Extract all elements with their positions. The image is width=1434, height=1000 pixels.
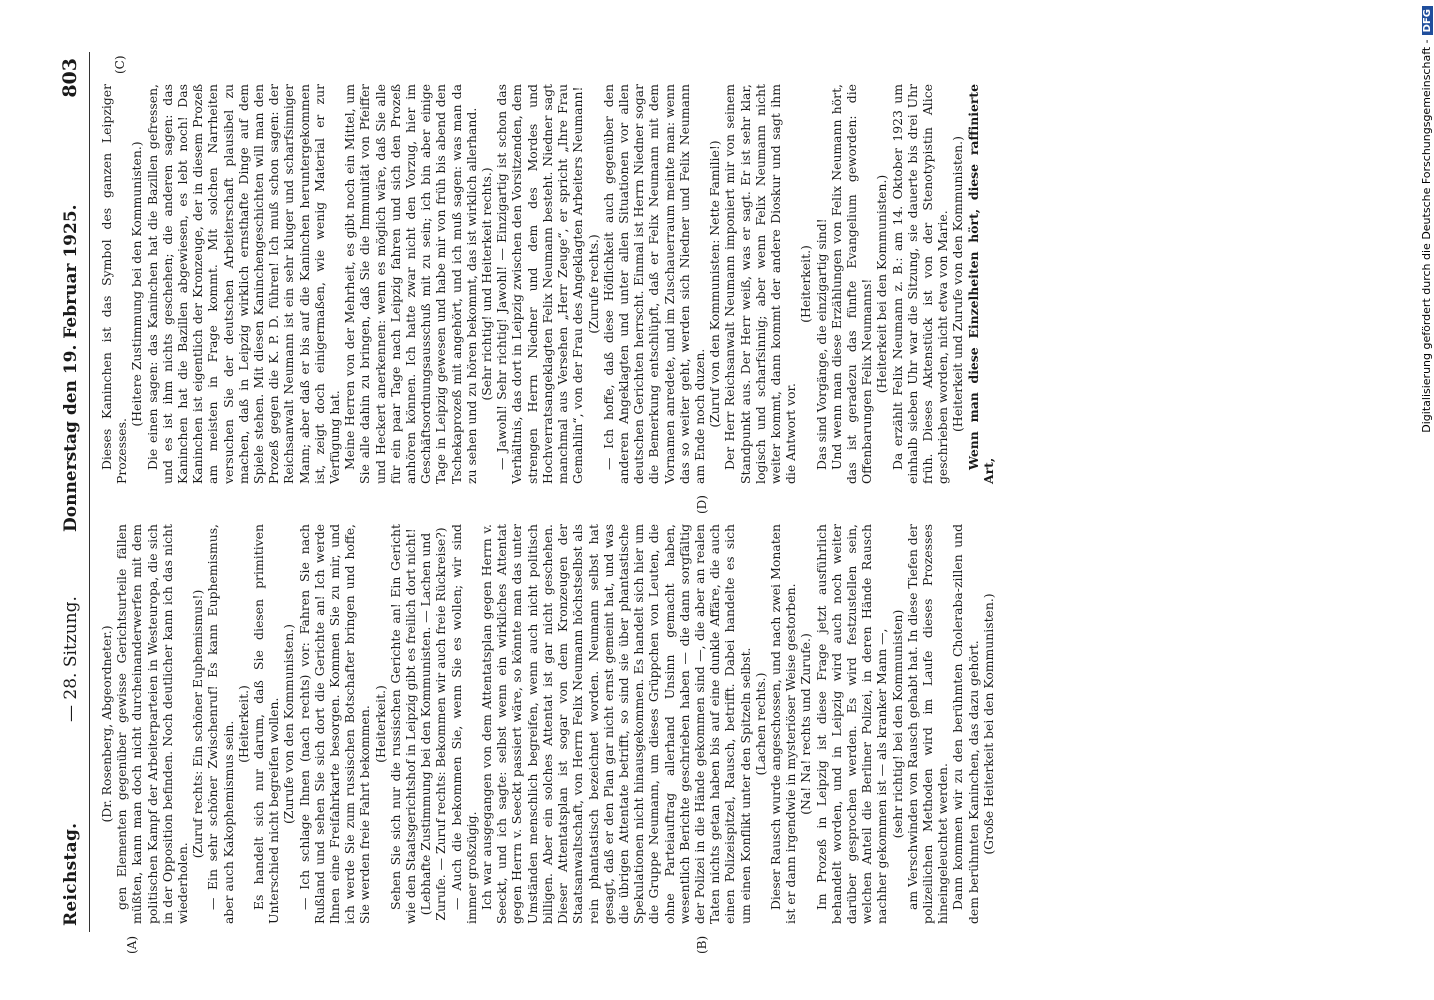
paragraph: Es handelt sich nur darum, daß Sie diesen primitiven Unterschied nicht begreifen wollen. — [251, 524, 282, 924]
paragraph: — Ich schlage Ihnen (nach rechts) vor: Fahren Sie nach Rußland und sehen Sie sich dort die Gerichte an! Ich werde Ihnen eine Freifahrkarte besorgen. Kommen Sie zu mir, und ich werde Sie zum russischen Botschafter bringen und hoffe, Sie werden freie Fahrt bekommen. — [296, 524, 373, 924]
paragraph: Wenn man diese Einzelheiten hört, diese raffinierte Art, — [965, 84, 996, 484]
interjection: (Heitere Zustimmung bei den Kommunisten.) — [129, 141, 145, 427]
interjection: (Heiterkeit und Zurufe von den Kommunisten.) — [950, 136, 966, 432]
paragraph: — Auch die bekommen Sie, wenn Sie es wollen; wir sind immer großzügig. — [448, 524, 479, 924]
interjection: (Zurufe rechts.) — [585, 234, 601, 334]
paragraph: Sehen Sie sich nur die russischen Gerichte an! Ein Gericht wie den Staatsgerichtshof in Leipzig gibt es freilich dort nicht! — [387, 524, 419, 924]
paragraph: gen Elementen gegenüber gewisse Gerichtsurteile fällen müßten, kann man doch nicht durcheinanderwerfen mit dem politischen Kampf der Arbeiterparteien in Westeuropa, die sich in der Opposition befinden. Noch deutlicher kann ich das nicht wiederholen. — [114, 524, 191, 924]
page-header — [55, 52, 90, 932]
paragraph: Dieser Rausch wurde angeschossen, und nach zwei Monaten ist er dann irgendwie in mysteriöser Weise gestorben. — [767, 524, 799, 924]
interjection: (Lebhafte Zustimmung bei den Kommunisten. — Lachen und Zurufe. — Zuruf rechts: Bekommen wir auch freie Rückreise?) — [418, 527, 449, 921]
interjection: (Lachen rechts.) — [752, 672, 768, 776]
interjection: (Heiterkeit bei den Kommunisten.) — [874, 174, 890, 394]
paragraph: am Verschwinden von Rausch gehabt hat. In diese Tiefen der polizeilichen Methoden wird im Laufe dieses Prozesses hineingeleuchtet werden. — [904, 524, 951, 924]
header-reichstag: Reichstag. — [61, 822, 81, 926]
interjection: (Na! Na! rechts und Zurufe.) — [798, 633, 814, 815]
interjection: (Zuruf rechts: Ein schöner Euphemismus!) — [190, 589, 206, 859]
interjection: (sehr richtig! bei den Kommunisten) — [889, 609, 905, 839]
interjection: (Sehr richtig! und Heiterkeit rechts.) — [479, 167, 495, 401]
paragraph: — Ein sehr schöner Zwischenruf! Es kann Euphemismus, aber auch Kakophemismus sein. — [205, 524, 236, 924]
scanned-page — [55, 52, 1305, 954]
page-number: 803 — [59, 58, 81, 98]
paragraph: Die einen sagen: das Kaninchen hat die Bazillen gefressen, und es ist ihm nichts geschehen; die anderen sagen: das Kaninchen hat die Bazillen abgewiesen, es lebt noch! Das Kaninchen ist eigentlich der Kronzeuge, der in diesem Prozeß am meisten in Frage kommt. Mit solchen Narrheiten versuchen Sie der deutschen Arbeiterschaft plausibel zu machen, daß in Leipzig wirklich ernsthafte Dinge auf dem Spiele stehen. Mit diesen Kaninchengeschichten will man den Prozeß gegen die K. P. D. führen! Ich muß schon sagen: der Reichsanwalt Neumann ist ein sehr kluger und scharfsinniger Mann; aber daß er bis auf die Kaninchen heruntergekommen ist, zeigt doch einigermaßen, wie wenig Material er zur Verfügung hat. — [144, 84, 343, 484]
paragraph: Und wenn man diese Erzählungen von Felix Neumann hört, das ist geradezu das fünfte Evangelium geworden: die Offenbarungen Felix Neumanns! — [828, 84, 875, 484]
margin-mark-d: (D) — [695, 495, 709, 514]
paragraph: Dann kommen wir zu den berühmten Choleraba-zillen und dem berühmten Kaninchen, das dazu gehört. — [950, 524, 981, 924]
text-column-right — [99, 84, 996, 484]
dfg-credit-text: Digitalisierung gefördert durch die Deutsche Forschungsgemeinschaft - — [1420, 39, 1433, 433]
paragraph: Dieses Kaninchen ist das Symbol des ganzen Leipziger Prozesses. — [99, 84, 130, 484]
interjection: (Heiterkeit.) — [798, 245, 814, 323]
dfg-sidebar — [1418, 6, 1434, 696]
paragraph: — Jawohl! Sehr richtig! Jawohl! — Einzigartig ist schon das Verhältnis, das dort in Leipzig zwischen den Vorsitzenden, dem strengen Herrn Niedner und dem des Mordes und Hochverratsangeklagten Felix Neumann besteht. Niedner sagt manchmal aus Versehen „Herr Zeuge“, er spricht „Ihre Frau Gemahlin“, von der Frau des Angeklagten Arbeiters Neumann! — [494, 84, 586, 484]
paragraph: Im Prozeß in Leipzig ist diese Frage jetzt ausführlich behandelt worden, und in Leipzig wird auch noch weiter darüber gesprochen werden. Es wird festzustellen sein, welchen Anteil die Berliner Polizei, in deren Hände Rausch nachher gekommen ist — als kranker Mann —, — [813, 524, 890, 924]
paragraph: Da erzählt Felix Neumann z. B.: am 14. Oktober 1923 um einhalb sieben Uhr war die Sitzung, sie dauerte bis drei Uhr früh. Dieses Aktenstück ist von der Stenotypistin Alice geschrieben worden, nicht etwa von Marie. — [889, 84, 951, 484]
interjection: (Zurufe von den Kommunisten.) — [281, 624, 297, 824]
paragraph: Das sind Vorgänge, die einzigartig sind! — [813, 218, 829, 470]
speaker-line: (Dr. Rosenberg, Abgeordneter.) — [99, 625, 114, 823]
paragraph: — Ich hoffe, daß diese Höflichkeit auch gegenüber den anderen Angeklagten und unter allen Situationen vor allen deutschen Gerichten herrscht. Einmal ist Herrn Niedner sogar die Bemerkung entschlüpft, daß er Felix Neumann mit dem Vornamen anredete, und im Zuschauerraum meinte man: wenn das so weiter geht, werden sich Niedner und Felix Neumann am Ende noch duzen. — [600, 84, 707, 484]
dfg-credit — [1420, 6, 1434, 696]
header-session: — 28. Sitzung. — [61, 596, 81, 722]
page-content — [55, 52, 1305, 954]
header-date: Donnerstag den 19. Februar 1925. — [61, 204, 81, 532]
text-column-left — [99, 524, 996, 924]
interjection: (Heiterkeit.) — [372, 685, 388, 763]
interjection: (Große Heiterkeit bei den Kommunisten.) — [980, 593, 996, 855]
interjection: (Heiterkeit.) — [235, 685, 251, 763]
margin-mark-c: (C) — [113, 55, 127, 74]
paragraph: Ich war ausgegangen von dem Attentatsplan gegen Herrn v. Seeckt, und ich sagte: selbst wenn ein wirkliches Attentat gegen Herrn v. Seeckt passiert wäre, so könnte man das unter Umständen menschlich begreifen, wenn auch nicht politisch billigen. Aber ein solches Attentat ist gar nicht geschehen. Dieser Attentatsplan ist sogar von dem Kronzeugen der Staatsanwaltschaft, von Herrn Felix Neumann höchstselbst als rein phantastisch bezeichnet worden. Neumann selbst hat gesagt, daß er den Plan gar nicht ernst gemeint hat, und was die übrigen Attentate betrifft, so sind sie über phantastische Spekulationen nicht hinausgekommen. Es handelt sich hier um die Gruppe Neumann, um dieses Grüppchen von Leuten, die ohne Parteiauftrag allerhand Unsinn gemacht haben, wesentlich Berichte geschrieben haben — die dann sorgfältig der Polizei in die Hände gekommen sind —, die aber an realen Taten nichts getan haben bis auf eine dunkle Affäre, die auch einen Polizeispitzel, Rausch, betrifft. Dabei handelte es sich um einen Konflikt unter den Spitzeln selbst. — [479, 524, 753, 924]
margin-mark-a: (A) — [125, 935, 139, 954]
dfg-logo: DFG — [1422, 6, 1433, 35]
paragraph: Der Herr Reichsanwalt Neumann imponiert mir von seinem Standpunkt aus. Der Herr weiß, was er sagt. Er ist sehr klar, logisch und scharfsinnig; aber wenn Felix Neumann nicht weiter kommt, dann kommt der andere Dioskur und sagt ihm die Antwort vor. — [722, 84, 799, 484]
interjection: (Zuruf von den Kommunisten: Nette Familie!) — [707, 140, 723, 428]
margin-mark-b: (B) — [695, 935, 709, 954]
paragraph: Meine Herren von der Mehrheit, es gibt noch ein Mittel, um Sie alle dahin zu bringen, daß Sie die Immunität von Pfeiffer und Heckert anerkennen: wenn es möglich wäre, daß Sie alle für ein paar Tage nach Leipzig fahren und sich den Prozeß anhören können. Ich hatte zwar nicht den Vorzug, hier im Geschäftsordnungsausschuß mit zu sein; ich bin aber einige Tage in Leipzig gewesen und habe mir von früh bis abend den Tschekaprozeß mit angehört, und ich muß sagen: was man da zu sehen und zu hören bekommt, das ist wirklich allerhand. — [342, 84, 479, 484]
